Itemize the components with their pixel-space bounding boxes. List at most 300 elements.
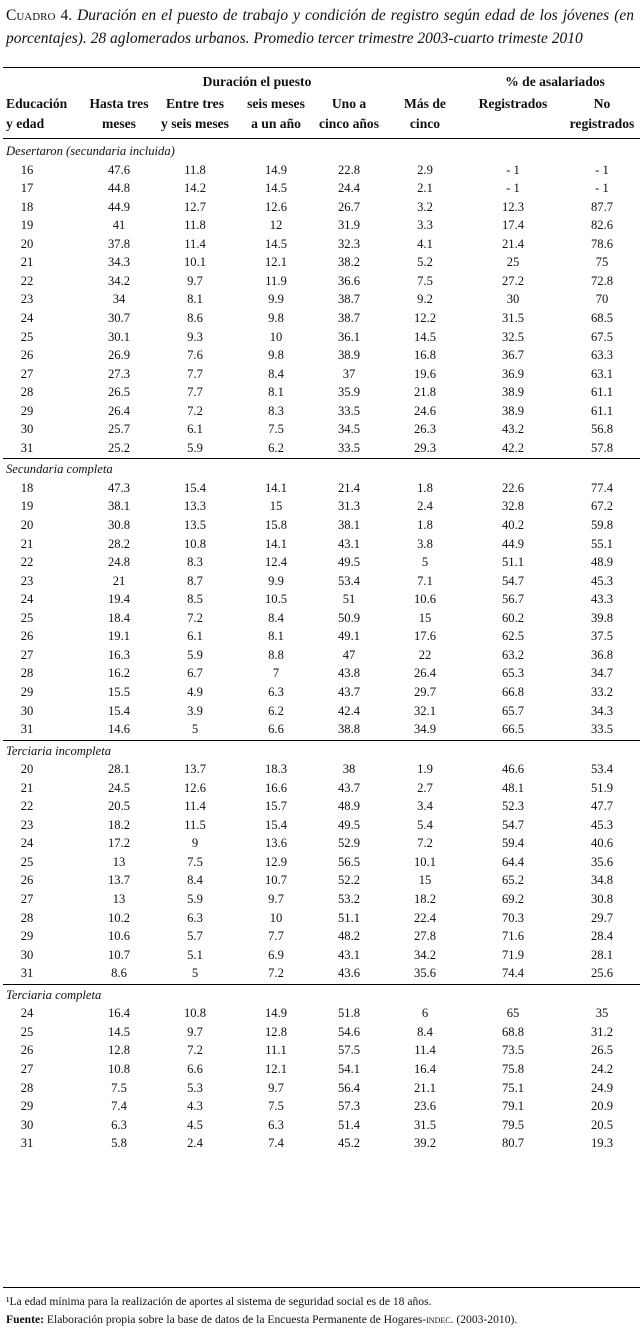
cell-no-registrados: 28.4 xyxy=(590,929,614,944)
cell-entre-tres-y-seis-meses: 2.4 xyxy=(187,1136,203,1151)
cell-registrados: 54.7 xyxy=(501,817,525,832)
cell-uno-a-cinco-anos: 43.1 xyxy=(337,536,361,551)
cell-entre-tres-y-seis-meses: 6.1 xyxy=(187,422,203,437)
cell-entre-tres-y-seis-meses: 9.7 xyxy=(187,273,203,288)
cell-no-registrados: 31.2 xyxy=(590,1024,614,1039)
cell-registrados: 60.2 xyxy=(501,610,525,625)
cell-no-registrados: 68.5 xyxy=(590,310,614,325)
table-row xyxy=(0,1079,644,1097)
cell-no-registrados: 33.2 xyxy=(590,684,614,699)
cell-edad: 21 xyxy=(20,255,34,270)
cell-registrados: 42.2 xyxy=(501,440,525,455)
header-registrados: Registrados xyxy=(478,96,548,111)
cell-registrados: 36.7 xyxy=(501,348,525,363)
cell-entre-tres-y-seis-meses: 5.9 xyxy=(187,892,203,906)
cell-seis-meses-a-un-ano: 14.5 xyxy=(264,181,288,196)
cell-hasta-tres-meses: 18.2 xyxy=(107,817,131,832)
cell-entre-tres-y-seis-meses: 10.8 xyxy=(183,1006,207,1021)
cell-mas-de-cinco: 4.1 xyxy=(417,236,433,251)
cell-seis-meses-a-un-ano: 14.1 xyxy=(264,480,288,495)
cell-edad: 16 xyxy=(20,162,34,177)
cell-uno-a-cinco-anos: 56.5 xyxy=(337,854,361,869)
table-row xyxy=(0,290,644,308)
cell-uno-a-cinco-anos: 26.7 xyxy=(337,199,361,214)
cell-uno-a-cinco-anos: 35.9 xyxy=(337,385,361,400)
footnote: ¹La edad mínima para la realización de aportes al sistema de seguridad social es de 18 años. xyxy=(6,1295,432,1308)
cell-hasta-tres-meses: 38.1 xyxy=(107,499,131,514)
table-row xyxy=(0,760,644,778)
cell-hasta-tres-meses: 20.5 xyxy=(107,799,131,814)
table-row xyxy=(0,161,644,179)
cell-registrados: 43.2 xyxy=(501,422,525,437)
cell-seis-meses-a-un-ano: 6.3 xyxy=(268,1117,284,1132)
cell-no-registrados: 20.9 xyxy=(590,1099,614,1114)
cell-registrados: 25 xyxy=(506,255,520,270)
cell-seis-meses-a-un-ano: 14.5 xyxy=(264,236,288,251)
cell-seis-meses-a-un-ano: 10 xyxy=(269,329,283,344)
cell-seis-meses-a-un-ano: 12.1 xyxy=(264,255,288,270)
cell-seis-meses-a-un-ano: 18.3 xyxy=(264,762,288,777)
cell-seis-meses-a-un-ano: 7.4 xyxy=(268,1136,284,1151)
table-row xyxy=(0,946,644,964)
cell-uno-a-cinco-anos: 51.4 xyxy=(337,1117,361,1132)
table-row xyxy=(0,272,644,290)
cell-edad: 26 xyxy=(20,873,34,888)
cell-registrados: 38.9 xyxy=(501,385,525,400)
cell-seis-meses-a-un-ano: 9.7 xyxy=(268,892,284,906)
table-row xyxy=(0,702,644,720)
cell-hasta-tres-meses: 18.4 xyxy=(107,610,131,625)
table-row xyxy=(0,871,644,889)
cell-no-registrados: 45.3 xyxy=(590,573,614,588)
cell-no-registrados: 67.5 xyxy=(590,329,614,344)
cell-uno-a-cinco-anos: 32.3 xyxy=(337,236,361,251)
cell-mas-de-cinco: 2.9 xyxy=(417,162,433,177)
cell-mas-de-cinco: 26.3 xyxy=(413,422,437,437)
cell-registrados: 66.5 xyxy=(501,722,525,737)
cell-mas-de-cinco: 7.1 xyxy=(417,573,433,588)
cell-hasta-tres-meses: 47.3 xyxy=(107,480,131,495)
cell-edad: 26 xyxy=(20,348,34,363)
cell-mas-de-cinco: 1.9 xyxy=(417,762,433,777)
cell-no-registrados: 63.1 xyxy=(590,366,614,381)
cell-entre-tres-y-seis-meses: 11.4 xyxy=(184,799,206,814)
cell-seis-meses-a-un-ano: 7.5 xyxy=(268,1099,284,1114)
cell-uno-a-cinco-anos: 53.4 xyxy=(337,573,361,588)
cell-mas-de-cinco: 5.4 xyxy=(417,817,433,832)
cell-no-registrados: 29.7 xyxy=(590,910,614,925)
cell-hasta-tres-meses: 27.3 xyxy=(107,366,131,381)
cell-hasta-tres-meses: 28.2 xyxy=(107,536,131,551)
cell-hasta-tres-meses: 37.8 xyxy=(107,236,131,251)
cell-registrados: 79.1 xyxy=(501,1099,525,1114)
cell-hasta-tres-meses: 8.6 xyxy=(111,966,127,981)
cell-uno-a-cinco-anos: 51 xyxy=(342,592,356,607)
table-row xyxy=(0,683,644,701)
cell-registrados: 79.5 xyxy=(501,1117,525,1132)
cell-edad: 31 xyxy=(20,440,34,455)
cell-edad: 20 xyxy=(20,762,34,777)
cell-edad: 28 xyxy=(20,385,34,400)
cell-uno-a-cinco-anos: 49.5 xyxy=(337,817,361,832)
source-label: Fuente: xyxy=(6,1313,44,1326)
cell-uno-a-cinco-anos: 51.1 xyxy=(337,910,361,925)
table-row xyxy=(0,909,644,927)
cell-edad: 17 xyxy=(20,181,34,196)
cell-mas-de-cinco: 12.2 xyxy=(413,310,437,325)
cell-uno-a-cinco-anos: 34.5 xyxy=(337,422,361,437)
cell-registrados: 54.7 xyxy=(501,573,525,588)
cell-no-registrados: 63.3 xyxy=(590,348,614,363)
cell-edad: 25 xyxy=(20,329,34,344)
cell-no-registrados: 61.1 xyxy=(590,385,614,400)
cell-uno-a-cinco-anos: 43.7 xyxy=(337,684,361,699)
cell-seis-meses-a-un-ano: 15.4 xyxy=(264,817,288,832)
cell-uno-a-cinco-anos: 54.1 xyxy=(337,1061,361,1076)
cell-uno-a-cinco-anos: 36.1 xyxy=(337,329,361,344)
cell-no-registrados: 36.8 xyxy=(590,647,614,662)
cell-hasta-tres-meses: 10.8 xyxy=(107,1061,131,1076)
cell-no-registrados: 47.7 xyxy=(590,799,614,814)
cell-registrados: 21.4 xyxy=(501,236,525,251)
header-entre-1: Entre tres xyxy=(165,96,224,111)
cell-seis-meses-a-un-ano: 12.4 xyxy=(264,555,288,570)
cell-seis-meses-a-un-ano: 15 xyxy=(269,499,283,514)
table-row xyxy=(0,590,644,608)
cell-entre-tres-y-seis-meses: 15.4 xyxy=(183,480,207,495)
table-row xyxy=(0,439,644,457)
table-row xyxy=(0,253,644,271)
cell-hasta-tres-meses: 26.9 xyxy=(107,348,131,363)
cell-mas-de-cinco: 29.3 xyxy=(413,440,437,455)
cell-hasta-tres-meses: 13 xyxy=(112,892,126,906)
cell-registrados: 75.1 xyxy=(501,1080,525,1095)
cell-uno-a-cinco-anos: 31.9 xyxy=(337,218,361,233)
cell-edad: 29 xyxy=(20,684,34,699)
cell-edad: 30 xyxy=(20,703,34,718)
cell-seis-meses-a-un-ano: 11.9 xyxy=(265,273,287,288)
cell-registrados: 32.5 xyxy=(501,329,525,344)
cell-edad: 29 xyxy=(20,929,34,944)
cell-no-registrados: 39.8 xyxy=(590,610,614,625)
cell-registrados: - 1 xyxy=(506,162,520,177)
table-row xyxy=(0,1023,644,1041)
cell-seis-meses-a-un-ano: 9.7 xyxy=(268,1080,284,1095)
cell-registrados: 66.8 xyxy=(501,684,525,699)
cell-mas-de-cinco: 35.6 xyxy=(413,966,437,981)
cell-uno-a-cinco-anos: 36.6 xyxy=(337,273,361,288)
cell-hasta-tres-meses: 25.7 xyxy=(107,422,131,437)
cell-uno-a-cinco-anos: 38.1 xyxy=(337,518,361,532)
cell-registrados: 80.7 xyxy=(501,1136,525,1151)
cell-hasta-tres-meses: 15.5 xyxy=(107,684,131,699)
cell-entre-tres-y-seis-meses: 9 xyxy=(191,836,199,851)
cell-no-registrados: 37.5 xyxy=(590,629,614,644)
table-row xyxy=(0,853,644,871)
cell-mas-de-cinco: 7.5 xyxy=(417,273,433,288)
cell-mas-de-cinco: 3.3 xyxy=(417,218,433,233)
cell-seis-meses-a-un-ano: 14.1 xyxy=(264,536,288,551)
cell-edad: 30 xyxy=(20,1117,34,1132)
cell-entre-tres-y-seis-meses: 8.6 xyxy=(187,310,203,325)
cell-edad: 28 xyxy=(20,1080,34,1095)
cell-mas-de-cinco: 6 xyxy=(421,1006,429,1021)
cell-edad: 21 xyxy=(20,780,34,795)
cell-registrados: 75.8 xyxy=(501,1061,525,1076)
cell-registrados: 17.4 xyxy=(501,218,525,233)
cell-hasta-tres-meses: 13 xyxy=(112,854,126,869)
cell-registrados: 32.8 xyxy=(501,499,525,514)
header-group-duration: Duración el puesto xyxy=(202,74,312,89)
cell-entre-tres-y-seis-meses: 13.7 xyxy=(183,762,207,777)
cell-seis-meses-a-un-ano: 6.9 xyxy=(268,947,284,962)
section-rule xyxy=(3,984,640,985)
cell-mas-de-cinco: 27.8 xyxy=(413,929,437,944)
cell-edad: 18 xyxy=(20,199,34,214)
cell-hasta-tres-meses: 10.7 xyxy=(107,947,131,962)
cell-mas-de-cinco: 8.4 xyxy=(417,1024,433,1039)
cell-registrados: 71.6 xyxy=(501,929,525,944)
cell-mas-de-cinco: 10.1 xyxy=(413,854,437,869)
cell-no-registrados: 24.2 xyxy=(590,1061,614,1076)
cell-registrados: 65.3 xyxy=(501,666,525,681)
cell-seis-meses-a-un-ano: 16.6 xyxy=(264,780,288,795)
cell-mas-de-cinco: 26.4 xyxy=(413,666,437,681)
cell-registrados: 65 xyxy=(506,1006,520,1021)
cell-hasta-tres-meses: 34.3 xyxy=(107,255,131,270)
header-no-1: No xyxy=(593,96,611,111)
cell-hasta-tres-meses: 15.4 xyxy=(107,703,131,718)
table-row xyxy=(0,479,644,497)
cell-registrados: 73.5 xyxy=(501,1043,525,1058)
cell-entre-tres-y-seis-meses: 9.3 xyxy=(187,329,203,344)
cell-registrados: 64.4 xyxy=(501,854,525,869)
table-row xyxy=(0,834,644,852)
cell-seis-meses-a-un-ano: 9.9 xyxy=(268,573,284,588)
cell-hasta-tres-meses: 34 xyxy=(112,292,126,307)
table-row xyxy=(0,383,644,401)
table-row xyxy=(0,927,644,945)
cell-hasta-tres-meses: 44.8 xyxy=(107,181,131,196)
cell-entre-tres-y-seis-meses: 5 xyxy=(191,966,199,981)
cell-mas-de-cinco: 19.6 xyxy=(413,366,437,381)
cell-edad: 22 xyxy=(20,273,34,288)
cell-no-registrados: 28.1 xyxy=(590,947,614,962)
cell-no-registrados: 24.9 xyxy=(590,1080,614,1095)
cell-seis-meses-a-un-ano: 15.8 xyxy=(264,518,288,532)
cell-mas-de-cinco: 16.8 xyxy=(413,348,437,363)
cell-edad: 26 xyxy=(20,629,34,644)
cell-seis-meses-a-un-ano: 7.7 xyxy=(268,929,284,944)
cell-uno-a-cinco-anos: 24.4 xyxy=(337,181,361,196)
table-row xyxy=(0,198,644,216)
cell-entre-tres-y-seis-meses: 8.1 xyxy=(187,292,203,307)
cell-hasta-tres-meses: 28.1 xyxy=(107,762,131,777)
cell-entre-tres-y-seis-meses: 12.7 xyxy=(183,199,207,214)
cell-uno-a-cinco-anos: 53.2 xyxy=(337,892,361,906)
cell-mas-de-cinco: 1.8 xyxy=(417,480,433,495)
table-row xyxy=(0,1134,644,1152)
cell-mas-de-cinco: 32.1 xyxy=(413,703,437,718)
cell-no-registrados: 87.7 xyxy=(590,199,614,214)
cell-hasta-tres-meses: 12.8 xyxy=(107,1043,131,1058)
cell-entre-tres-y-seis-meses: 3.9 xyxy=(187,703,203,718)
cell-entre-tres-y-seis-meses: 7.6 xyxy=(187,348,203,363)
table-row xyxy=(0,553,644,571)
header-mas-1: Más de xyxy=(404,96,446,111)
cell-mas-de-cinco: 5 xyxy=(421,555,429,570)
cell-no-registrados: 67.2 xyxy=(590,499,614,514)
cell-hasta-tres-meses: 25.2 xyxy=(107,440,131,455)
cell-mas-de-cinco: 18.2 xyxy=(413,892,437,906)
cell-edad: 18 xyxy=(20,480,34,495)
section-label: Desertaron (secundaria incluida) xyxy=(6,144,175,158)
table-row xyxy=(0,328,644,346)
cell-registrados: 68.8 xyxy=(501,1024,525,1039)
cell-edad: 27 xyxy=(20,647,34,662)
cell-registrados: 74.4 xyxy=(501,966,525,981)
cell-no-registrados: 82.6 xyxy=(590,218,614,233)
cell-seis-meses-a-un-ano: 10.7 xyxy=(264,873,288,888)
section-label: Terciaria completa xyxy=(6,987,102,1002)
cell-registrados: 38.9 xyxy=(501,403,525,418)
table-row xyxy=(0,964,644,982)
source-years: . (2003-2010). xyxy=(450,1313,518,1326)
cell-edad: 28 xyxy=(20,666,34,681)
cell-edad: 23 xyxy=(20,817,34,832)
cell-edad: 24 xyxy=(20,310,34,325)
cell-registrados: 65.7 xyxy=(501,703,525,718)
caption-label: Cuadro 4. xyxy=(6,7,73,24)
cell-edad: 20 xyxy=(20,236,34,251)
cell-registrados: 31.5 xyxy=(501,310,525,325)
cell-seis-meses-a-un-ano: 9.8 xyxy=(268,348,284,363)
cell-entre-tres-y-seis-meses: 10.1 xyxy=(183,255,207,270)
cell-entre-tres-y-seis-meses: 7.2 xyxy=(187,403,203,418)
cell-uno-a-cinco-anos: 48.2 xyxy=(337,929,361,944)
cell-no-registrados: 56.8 xyxy=(590,422,614,437)
cell-edad: 22 xyxy=(20,555,34,570)
cell-registrados: 65.2 xyxy=(501,873,525,888)
cell-entre-tres-y-seis-meses: 4.3 xyxy=(187,1099,203,1114)
table-row xyxy=(0,1116,644,1134)
cell-hasta-tres-meses: 5.8 xyxy=(111,1136,127,1151)
cell-no-registrados: 40.6 xyxy=(590,836,614,851)
cell-mas-de-cinco: 34.2 xyxy=(413,947,437,962)
cell-seis-meses-a-un-ano: 8.1 xyxy=(268,629,284,644)
cell-uno-a-cinco-anos: 57.3 xyxy=(337,1099,361,1114)
cell-seis-meses-a-un-ano: 8.8 xyxy=(268,647,284,662)
cell-entre-tres-y-seis-meses: 11.4 xyxy=(184,236,206,251)
cell-no-registrados: 59.8 xyxy=(590,518,614,532)
cell-no-registrados: 51.9 xyxy=(590,780,614,795)
table-row xyxy=(0,1004,644,1022)
cell-entre-tres-y-seis-meses: 10.8 xyxy=(183,536,207,551)
cell-seis-meses-a-un-ano: 12.6 xyxy=(264,199,288,214)
cell-hasta-tres-meses: 41 xyxy=(112,218,126,233)
cell-registrados: 70.3 xyxy=(501,910,525,925)
cell-no-registrados: 34.8 xyxy=(590,873,614,888)
cell-hasta-tres-meses: 16.3 xyxy=(107,647,131,662)
cell-seis-meses-a-un-ano: 9.8 xyxy=(268,310,284,325)
bottom-rule xyxy=(3,1287,640,1288)
cell-hasta-tres-meses: 16.2 xyxy=(107,666,131,681)
cell-mas-de-cinco: 15 xyxy=(418,873,432,888)
cell-seis-meses-a-un-ano: 8.4 xyxy=(268,610,284,625)
table-row xyxy=(0,346,644,364)
cell-no-registrados: - 1 xyxy=(595,181,609,196)
cell-registrados: 56.7 xyxy=(501,592,525,607)
cell-entre-tres-y-seis-meses: 7.7 xyxy=(187,385,203,400)
cell-entre-tres-y-seis-meses: 6.3 xyxy=(187,910,203,925)
cell-no-registrados: 57.8 xyxy=(590,440,614,455)
cell-seis-meses-a-un-ano: 14.9 xyxy=(264,162,288,177)
section-rule xyxy=(3,458,640,459)
cell-seis-meses-a-un-ano: 7.2 xyxy=(268,966,284,981)
cell-entre-tres-y-seis-meses: 8.4 xyxy=(187,873,203,888)
table-row xyxy=(0,402,644,420)
cell-no-registrados: 48.9 xyxy=(590,555,614,570)
cell-no-registrados: 34.3 xyxy=(590,703,614,718)
cell-seis-meses-a-un-ano: 12.1 xyxy=(264,1061,288,1076)
cell-mas-de-cinco: 2.7 xyxy=(417,780,433,795)
header-group-asalariados: % de asalariados xyxy=(505,74,605,89)
cell-entre-tres-y-seis-meses: 7.2 xyxy=(187,1043,203,1058)
cell-entre-tres-y-seis-meses: 6.1 xyxy=(187,629,203,644)
cell-uno-a-cinco-anos: 45.2 xyxy=(337,1136,361,1151)
table-row xyxy=(0,609,644,627)
cell-edad: 28 xyxy=(20,910,34,925)
cell-registrados: 52.3 xyxy=(501,799,525,814)
cell-mas-de-cinco: 3.8 xyxy=(417,536,433,551)
cell-hasta-tres-meses: 44.9 xyxy=(107,199,131,214)
cell-registrados: 44.9 xyxy=(501,536,525,551)
cell-hasta-tres-meses: 10.6 xyxy=(107,929,131,944)
table-row xyxy=(0,179,644,197)
table-row xyxy=(0,497,644,515)
cell-no-registrados: 72.8 xyxy=(590,273,614,288)
cell-edad: 24 xyxy=(20,1006,34,1021)
cell-uno-a-cinco-anos: 49.5 xyxy=(337,555,361,570)
cell-registrados: 12.3 xyxy=(501,199,525,214)
table-row xyxy=(0,309,644,327)
cell-no-registrados: 30.8 xyxy=(590,892,614,906)
header-educacion-1: Educación xyxy=(6,96,68,111)
cell-edad: 25 xyxy=(20,854,34,869)
cell-entre-tres-y-seis-meses: 11.5 xyxy=(184,817,206,832)
cell-registrados: 59.4 xyxy=(501,836,525,851)
cell-seis-meses-a-un-ano: 6.3 xyxy=(268,684,284,699)
cell-mas-de-cinco: 2.1 xyxy=(417,181,433,196)
table-row xyxy=(0,816,644,834)
cell-uno-a-cinco-anos: 22.8 xyxy=(337,162,361,177)
section-label: Secundaria completa xyxy=(6,462,113,477)
cell-edad: 27 xyxy=(20,892,34,906)
table-row xyxy=(0,627,644,645)
cell-registrados: 30 xyxy=(506,292,520,307)
cell-uno-a-cinco-anos: 21.4 xyxy=(337,480,361,495)
cell-mas-de-cinco: 17.6 xyxy=(413,629,437,644)
table-row xyxy=(0,216,644,234)
table-row xyxy=(0,535,644,553)
cell-no-registrados: 78.6 xyxy=(590,236,614,251)
cell-entre-tres-y-seis-meses: 8.3 xyxy=(187,555,203,570)
cell-no-registrados: 61.1 xyxy=(590,403,614,418)
cell-edad: 19 xyxy=(20,499,34,514)
cell-seis-meses-a-un-ano: 10.5 xyxy=(264,592,288,607)
cell-entre-tres-y-seis-meses: 13.5 xyxy=(183,518,207,532)
table-row xyxy=(0,890,644,908)
